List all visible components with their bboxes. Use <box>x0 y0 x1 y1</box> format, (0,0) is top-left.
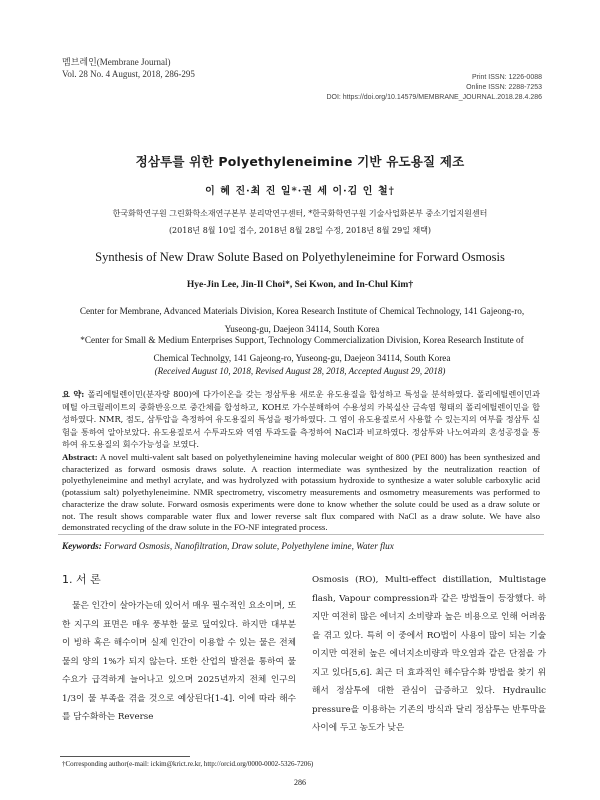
english-title: Synthesis of New Draw Solute Based on Polyethyleneimine for Forward Osmosis <box>95 250 505 264</box>
korean-authors: 이 혜 진·최 진 일*·권 세 이·김 인 철† <box>205 186 395 197</box>
english-affiliation-2: *Center for Small & Medium Enterprises Support, Technology Commercialization Division, Korea Research Institute of Chemical Technolgy, 141 Gajeong-ro, Yuseong-gu, Daejeon 34114, South Korea <box>80 335 524 363</box>
online-issn: Online ISSN: 2288-7253 <box>466 84 542 91</box>
korean-abstract <box>62 388 540 451</box>
body-left-column: 물은 인간이 살아가는데 있어서 매우 필수적인 요소이며, 또한 지구의 표면은 매우 풍부한 물로 덮여있다. 하지만 대부분이 빙하 혹은 해수이며 실제 인간이 이용할 수 있는 물은 전체 물의 양의 1%가 되지 않는다. 또한 산업의 발전을 통하여 물수요가 급격하게 늘어나고 있으며 2025년까지 전체 인구의 1/3이 물 부족을 겪을 것으로 예상된다[1-4]. 이에 따라 해수를 담수화하는 Reverse <box>62 601 296 722</box>
keywords-label: Keywords: <box>62 541 102 551</box>
korean-abstract-text: 폴리에틸렌이민(분자량 800)에 다가이온을 갖는 정삼투용 새로운 유도용질을 합성하고 특성을 분석하였다. 폴리에틸렌이민과 메틸 아크릴레이트의 중화반응으로 중간체를 합성하고, KOH로 가수분해하여 수용성의 카복실산 금속염 형태의 폴리에틸렌이민을 합성하였다. NMR, 점도, 삼투압을 측정하여 유도용질의 특성을 평가하였다. 그 염이 유도용질로서 사용할 수 있는지의 여부를 정삼투 실험을 통하여 알아보았다. 유도용질로서 수투과도와 역염 투과도를 측정하여 NaCl과 비교하였다. 정삼투와 나노여과의 혼성공정을 통하여 유도용질의 회수가능성을 보였다. <box>62 389 540 450</box>
doi-link[interactable]: DOI: https://doi.org/10.14579/MEMBRANE_JOURNAL.2018.28.4.286 <box>326 94 542 101</box>
english-affiliation-1: Center for Membrane, Advanced Materials Division, Korea Research Institute of Chemical Technology, 141 Gajeong-ro, Yuseong-gu, Daejeon 34114, South Korea <box>79 306 525 334</box>
journal-volume: Vol. 28 No. 4 August, 2018, 286-295 <box>62 69 195 79</box>
keywords-text: Forward Osmosis, Nanofiltration, Draw solute, Polyethylene imine, Water flux <box>104 541 394 551</box>
english-authors: Hye-Jin Lee, Jin-Il Choi*, Sei Kwon, and In-Chul Kim† <box>186 280 414 290</box>
english-abstract <box>62 452 540 534</box>
korean-affiliation: 한국화학연구원 그린화학소재연구본부 분리막연구센터, *한국화학연구원 기술사업화본부 중소기업지원센터 <box>112 209 488 218</box>
korean-title: 정삼투를 위한 Polyethyleneimine 기반 유도용질 제조 <box>135 154 465 169</box>
body-right-column: Osmosis (RO), Multi-effect distillation, Multistage flash, Vapour compression과 같은 방법들이 등장했다. 하지만 여전히 많은 에너지 소비량과 높은 비용으로 인해 어려움을 겪고 있다. 특히 이 중에서 RO법이 사용이 많이 되는 기술이지만 여전히 높은 에너지소비량과 막오염과 같은 단점을 가지고 있다[5,6]. 최근 더 효과적인 해수담수화 방법을 찾기 위해서 정삼투에 대한 관심이 급증하고 있다. Hydraulic pressure을 이용하는 기존의 방식과 달리 정삼투는 반투막을 사이에 두고 농도가 낮은 <box>312 575 546 733</box>
footnote-divider <box>60 756 190 757</box>
received-dates: (Received August 10, 2018, Revised August 28, 2018, Accepted August 29, 2018) <box>154 366 446 376</box>
keywords <box>62 541 394 551</box>
print-issn: Print ISSN: 1226-0088 <box>471 74 542 81</box>
korean-abstract-label: 요 약: <box>62 389 85 399</box>
corresponding-author-footnote: †Corresponding author(e-mail: ickim@krict.re.kr, http://orcid.org/0000-0002-5326-7206) <box>62 760 314 768</box>
english-abstract-label: Abstract: <box>62 452 98 462</box>
section-heading-introduction: 1. 서 론 <box>62 573 101 586</box>
journal-name: 멤브레인(Membrane Journal) <box>62 57 171 67</box>
keywords-divider <box>58 534 544 535</box>
korean-dates: (2018년 8월 10일 접수, 2018년 8월 28일 수정, 2018년 8월 29일 채택) <box>168 226 432 235</box>
english-abstract-text: A novel multi-valent salt based on polyethyleneimine having molecular weight of 800 (PEI 800) has been synthesized and characterized as forward osmosis draws solute. A reaction intermediate was synthesized by the neutralization reaction of polyethyleneimine and methyl acrylate, and was hydrolyzed with potassium hydroxide to synthesize a water soluble carboxylic acid (potassium salt) polyethyleneimine. NMR spectrometry, viscometry measurements and osmometry measurements was performed to characterize the draw solute. Forward osmosis experiments were done to know whether the solute could be used as a draw solute or not. The result shows comparable water flux and lower reverse salt flux compared with NaCl as a draw solute. We have also demonstrated recycling of the draw solute in the FO-NF integrated process. <box>62 452 540 533</box>
page-number: 286 <box>294 778 306 787</box>
